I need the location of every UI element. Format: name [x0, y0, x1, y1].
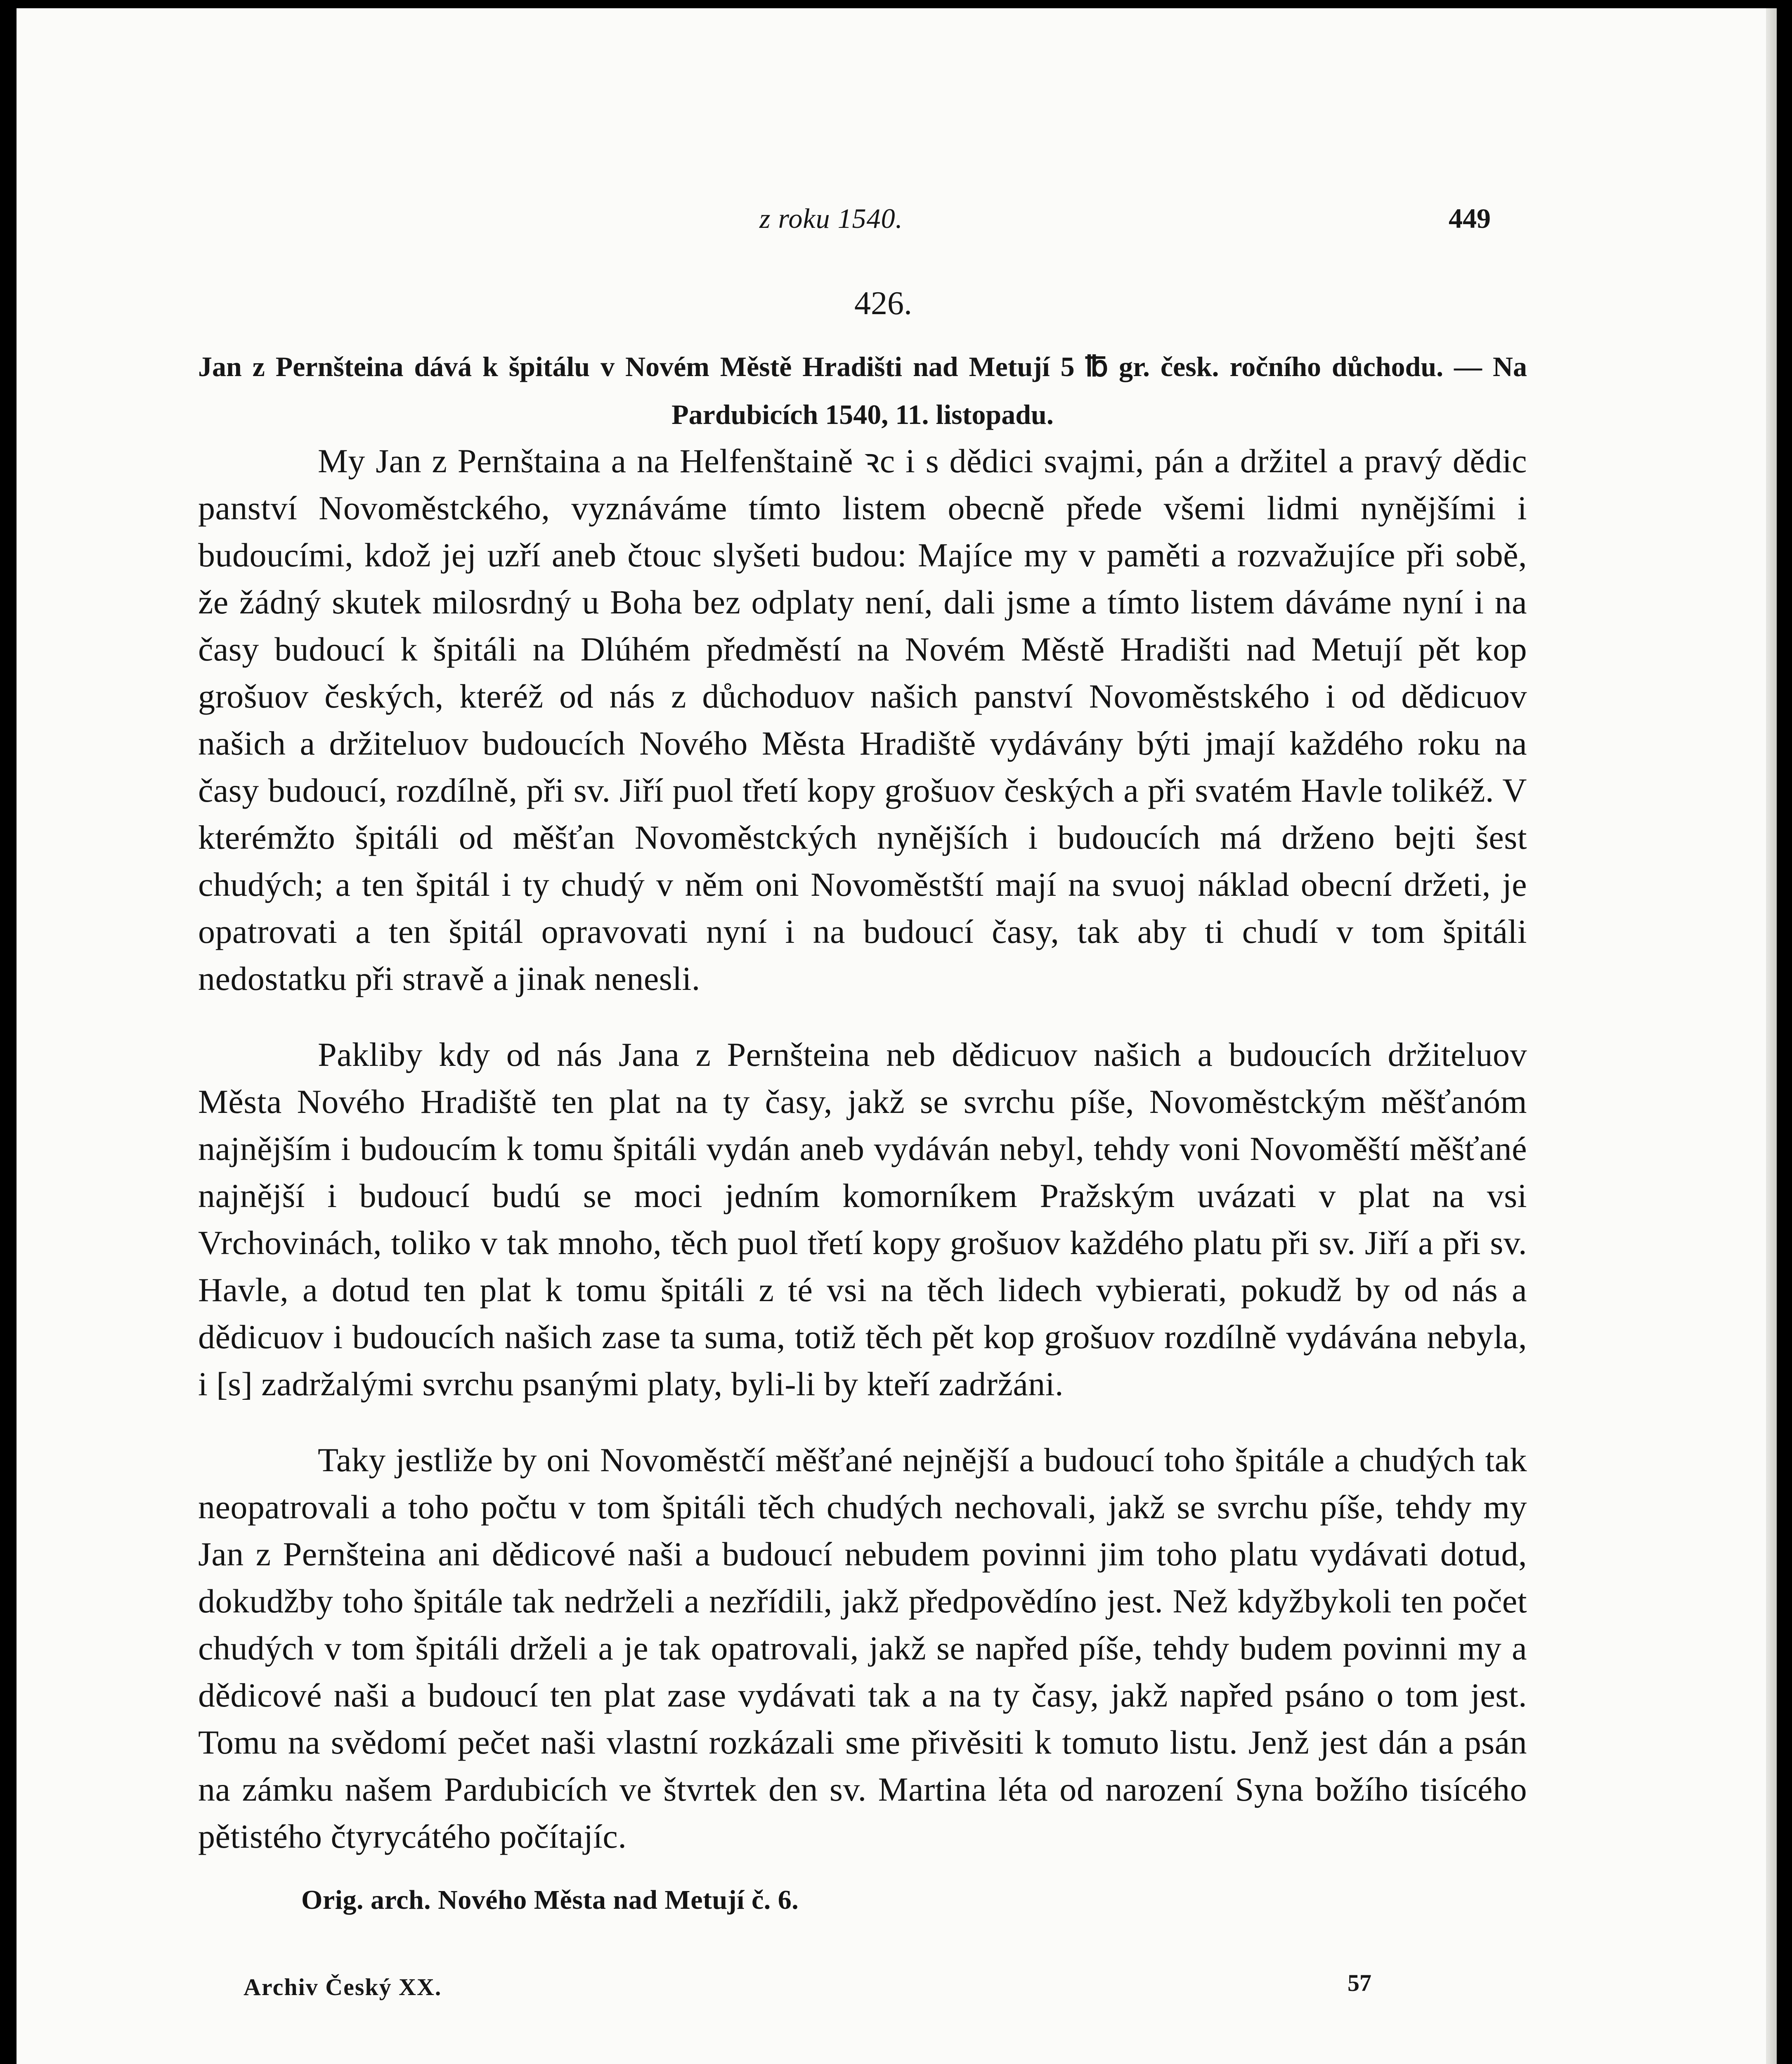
- page-number: 449: [1449, 203, 1491, 234]
- regest-summary: Jan z Pernšteina dává k špitálu v Novém Městě Hradišti nad Metují 5 ℔ gr. česk. ročního důchodu. — Na Pardubicích 1540, 11. listopadu.: [198, 351, 1527, 430]
- sheet-number: 57: [1348, 1969, 1371, 1996]
- paragraph: Taky jestliže by oni Novoměstčí měšťané nejnější a budoucí toho špitále a chudých tak neopatrovali a toho počtu v tom špitáli těch chudých nechovali, jakž se svrchu píše, tehdy my Jan z Pernšteina ani dědicové naši a budoucí nebudem povinni jim toho platu vydávati dotud, dokudžby toho špitále tak nedrželi a nezřídili, jakž předpovědíno jest. Než kdyžbykoli ten počet chudých v tom špitáli drželi a je tak opatrovali, jakž se napřed píše, tehdy budem povinni my a dědicové naši a budoucí ten plat zase vydávati tak a na ty časy, jakž napřed psáno o tom jest. Tomu na svědomí pečet naši vlastní rozkázali sme přivěsiti k tomuto listu. Jenž jest dán a psán na zámku našem Pardubicích ve štvrtek den sv. Martina léta od narození Syna božího tisícého pětistého čtyrycátého počítajíc.: [198, 1441, 1527, 1855]
- paragraph: Pakliby kdy od nás Jana z Pernšteina neb dědicuov našich a budoucích držiteluov Města Nového Hradiště ten plat na ty časy, jakž se svrchu píše, Novoměstckým měšťanóm najnějším i budoucím k tomu špitáli vydán aneb vydáván nebyl, tehdy voni Novoměští měšťané najnější i budoucí budú se moci jedním komorníkem Pražským uvázati v plat na vsi Vrchovinách, toliko v tak mnoho, těch puol třetí kopy grošuov každého platu při sv. Jiří a při sv. Havle, a dotud ten plat k tomu špitáli z té vsi na těch lidech vybierati, pokudž by od nás a dědicuov i budoucích našich zase ta suma, totiž těch pět kop grošuov rozdílně vydávána nebyla, i [s] zadržalými svrchu psanými platy, byli-li by kteří zadržáni.: [198, 1036, 1527, 1403]
- volume-signature: Archiv Český XX.: [244, 1974, 442, 2000]
- running-title: z roku 1540.: [759, 203, 903, 234]
- source-note: Orig. arch. Nového Města nad Metují č. 6.: [301, 1885, 799, 1915]
- document-number: 426.: [854, 285, 912, 322]
- page-header: [17, 202, 1777, 252]
- scan-edge: [1766, 8, 1777, 2064]
- document-body: [198, 438, 1527, 1928]
- paragraph: My Jan z Pernštaina a na Helfenštaině ꝛc i s dědici svajmi, pán a držitel a pravý dědic panství Novoměstckého, vyznáváme tímto listem obecně přede všemi lidmi nynějšími i budoucími, kdož jej uzří aneb čtouc slyšeti budou: Majíce my v paměti a rozvažujíce při sobě, že žádný skutek milosrdný u Boha bez odplaty není, dali jsme a tímto listem dáváme nyní i na časy budoucí k špitáli na Dlúhém předměstí na Novém Městě Hradišti nad Metují pět kop grošuov českých, kteréž od nás z důchoduov našich panství Novoměstského i od dědicuov našich a držiteluov budoucích Nového Města Hradiště vydávány býti jmají každého roku na časy budoucí, rozdílně, při sv. Jiří puol třetí kopy grošuov českých a při svatém Havle tolikéž. V kterémžto špitáli od měšťan Novoměstckých nynějších i budoucích má drženo bejti šest chudých; a ten špitál i ty chudý v něm oni Novoměstští mají na svuoj náklad obecní držeti, je opatrovati a ten špitál opravovati nyní i na budoucí časy, tak aby ti chudí v tom špitáli nedostatku při stravě a jinak nenesli.: [198, 442, 1527, 997]
- book-page: [17, 8, 1777, 2064]
